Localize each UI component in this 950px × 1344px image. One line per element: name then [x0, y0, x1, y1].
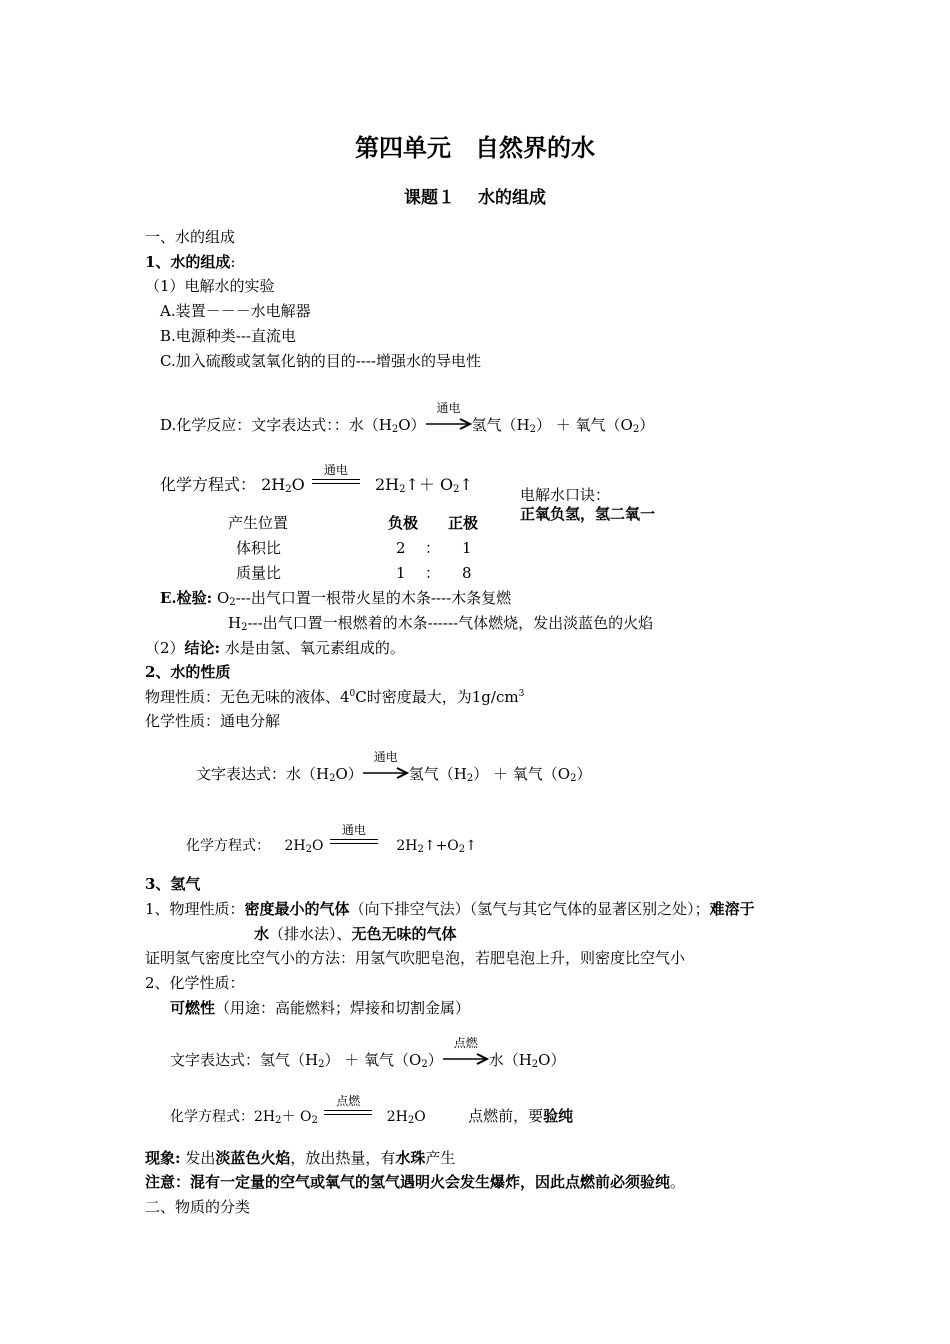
page-title: 第四单元 自然界的水 — [355, 133, 595, 162]
chemical-equation-hydrogen: 化学方程式：$2H_2+ O_2$ 点燃 $2H_2O$ 点燃前，要验纯 — [170, 1094, 574, 1126]
arrow-icon — [443, 1053, 489, 1065]
table-cell-separator: ： — [425, 539, 441, 557]
arrow-icon — [363, 767, 409, 779]
section-heading-hydrogen: 3、氢气 — [145, 875, 201, 893]
section-heading-composition: 一、水的组成 — [145, 228, 236, 246]
hydrogen-chemical-title: 2、化学性质： — [145, 974, 245, 992]
chemical-equation-electrolysis: 化学方程式： $2H_2O$ 通电 $2H_2↑+$ $O_2↑$ — [160, 463, 473, 495]
equals-sign: 点燃 — [322, 1107, 374, 1121]
reaction-arrow — [426, 401, 472, 432]
equals-sign: 通电 — [328, 836, 380, 850]
chemical-equation-water: 化学方程式： $2H_2O$ 通电 $2H_2↑+O_2↑$ — [186, 823, 477, 855]
table-header-position: 产生位置 — [228, 514, 289, 532]
safety-note: 注意：混有一定量的空气或氧气的氢气遇明火会发生爆炸，因此点燃前必须验纯。 — [145, 1173, 686, 1191]
table-cell-separator: ： — [425, 564, 441, 582]
section-heading-properties: 2、水的性质 — [145, 663, 231, 681]
lesson-subtitle: 课题１ 水的组成 — [404, 188, 546, 208]
chemical-properties: 化学性质：通电分解 — [145, 712, 281, 730]
section-heading-classification: 二、物质的分类 — [145, 1198, 251, 1216]
hydrogen-physical-1: 1、物理性质：密度最小的气体（向下排空气法）（氢气与其它气体的显著区别之处）；难溶于 — [145, 900, 755, 918]
hydrogen-physical-2: 水（排水法）、无色无味的气体 — [254, 925, 457, 943]
subsection-heading — [145, 255, 236, 270]
arrow-icon — [426, 418, 472, 430]
colon: : — [230, 253, 236, 271]
table-cell-positive: 1 — [462, 539, 472, 557]
phenomenon: 现象: 发出淡蓝色火焰，放出热量，有水珠产生 — [145, 1149, 456, 1167]
table-row-label: 体积比 — [236, 539, 282, 557]
test-o2-line: E.检验: $O_2---$出气口置一根带火星的木条----木条复燃 — [160, 589, 512, 608]
word-equation-hydrogen: 文字表达式：氢气$(H_2)$ ＋ 氧气$(O_2)$ 点燃 水$(H_2O)$ — [170, 1036, 566, 1070]
table-row-label: 质量比 — [236, 564, 282, 582]
table-cell-negative: 2 — [396, 539, 406, 557]
experiment-title: （1）电解水的实验 — [145, 277, 275, 295]
item-b: B.电源种类---直流电 — [160, 327, 296, 345]
table-header-positive: 正极 — [448, 514, 479, 532]
table-header-negative: 负极 — [388, 514, 419, 532]
reaction-arrow: 点燃 — [443, 1051, 489, 1067]
conclusion: （2）结论: 水是由氢、氧元素组成的。 — [145, 639, 405, 657]
word-equation-electrolysis: D.化学反应：文字表达式：：水$(H_2O)$ 通电 氢气$(H_2)$ ＋ 氧气$(O_2)$ — [160, 401, 655, 435]
reaction-arrow: 通电 — [363, 765, 409, 781]
equals-sign: 通电 — [310, 476, 362, 490]
table-cell-negative: 1 — [396, 564, 406, 582]
mnemonic-text: 正氧负氢，氢二氧一 — [520, 505, 656, 523]
physical-properties: 物理性质：无色无味的液体、$4^0C$时密度最大，为$1g/cm^3$ — [145, 688, 525, 706]
table-cell-positive: 8 — [462, 564, 472, 582]
condition-label: 通电 — [436, 401, 461, 415]
flammability: 可燃性（用途：高能燃料；焊接和切割金属） — [170, 999, 471, 1017]
density-proof: 证明氢气密度比空气小的方法：用氢气吹肥皂泡，若肥皂泡上升，则密度比空气小 — [145, 949, 686, 967]
mnemonic-title: 电解水口诀： — [520, 486, 611, 504]
test-h2-line: $H_2---$出气口置一根燃着的木条------气体燃烧，发出淡蓝色的火焰 — [228, 614, 654, 633]
word-equation-water: 文字表达式：水$(H_2O)$ 通电 氢气$(H_2)$ ＋ 氧气$(O_2)$ — [196, 750, 592, 784]
item-c: C.加入硫酸或氢氧化钠的目的----增强水的导电性 — [160, 352, 481, 370]
subsection-title: 1、水的组成 — [145, 253, 231, 271]
item-a: A.装置－－－水电解器 — [160, 302, 311, 320]
